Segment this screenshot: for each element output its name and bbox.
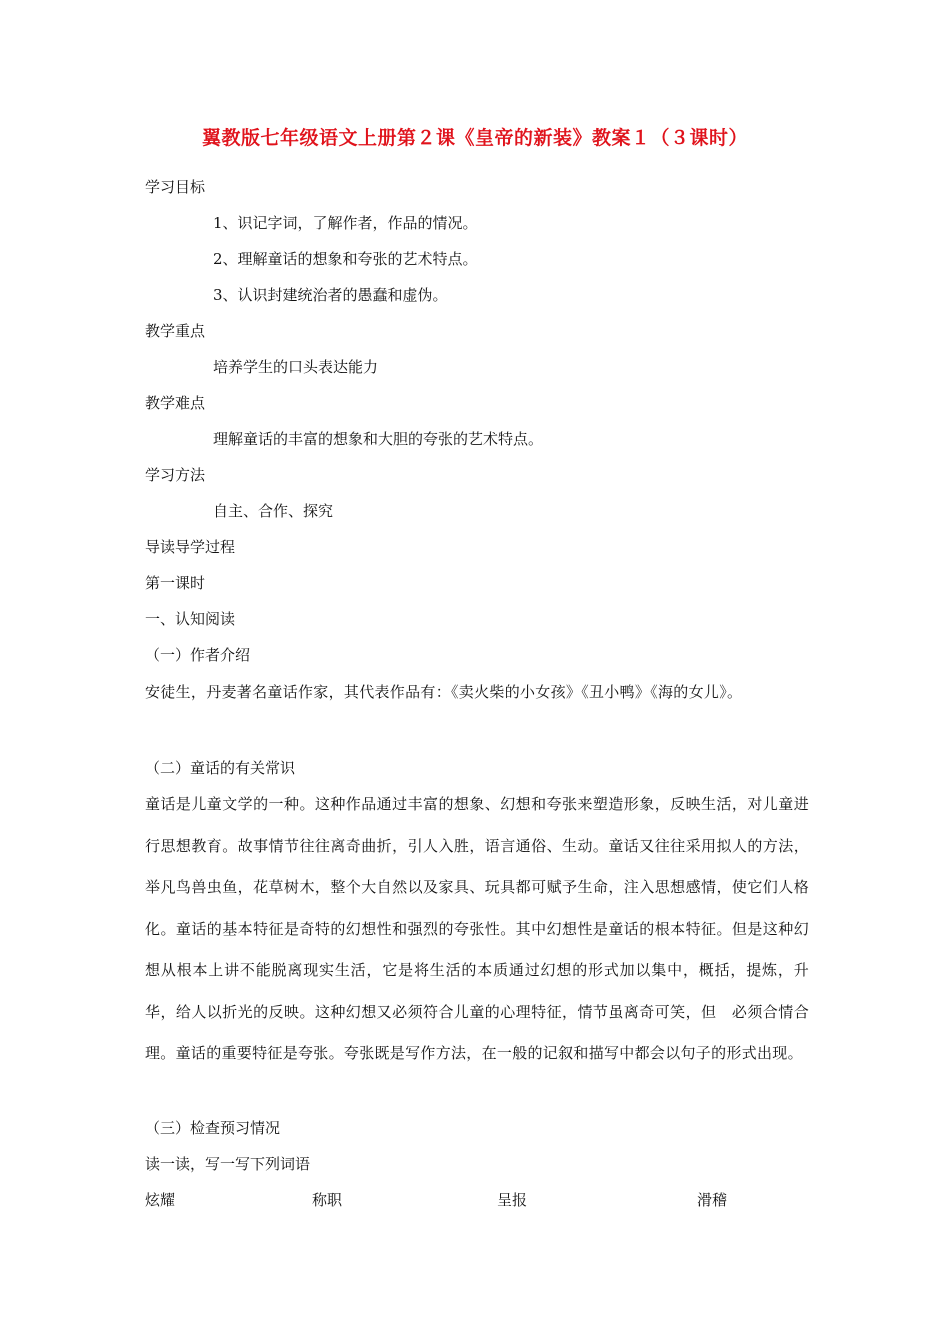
- document-title: 翼教版七年级语文上册第２课《皇帝的新装》教案１（３课时）: [201, 127, 748, 149]
- lesson-heading: 第一课时: [145, 574, 206, 592]
- fairy-tale-heading: （二）童话的有关常识: [145, 759, 296, 777]
- key-point-heading: 教学重点: [145, 322, 206, 340]
- vocab-word: 呈报: [497, 1191, 528, 1209]
- key-point-text: 培养学生的口头表达能力: [213, 358, 379, 376]
- vocab-word: 称职: [312, 1191, 343, 1209]
- objective-item-3: 3、认识封建统治者的愚蠢和虚伪。: [213, 286, 448, 304]
- method-text: 自主、合作、探究: [213, 502, 334, 520]
- author-heading: （一）作者介绍: [145, 646, 251, 664]
- vocab-word: 滑稽: [697, 1191, 728, 1209]
- difficulty-text: 理解童话的丰富的想象和大胆的夸张的艺术特点。: [213, 430, 544, 448]
- fairy-tale-paragraph: 童话是儿童文学的一种。这种作品通过丰富的想象、幻想和夸张来塑造形象，反映生活，对儿童进行思想教育。故事情节往往离奇曲折，引人入胜，语言通俗、生动。童话又往往采用拟人的方法，举凡鸟兽虫鱼，花草树木，整个大自然以及家具、玩具都可赋予生命，注入思想感情，使它们人格化。童话的基本特征是奇特的幻想性和强烈的夸张性。其中幻想性是童话的根本特征。但是这种幻想从根本上讲不能脱离现实生活，它是将生活的本质通过幻想的形式加以集中，概括，提炼，升华，给人以折光的反映。这种幻想又必须符合儿童的心理特征，情节虽离奇可笑，但 必须合情合理。童话的重要特征是夸张。夸张既是写作方法，在一般的记叙和描写中都会以句子的形式出现。: [145, 795, 809, 1062]
- difficulty-heading: 教学难点: [145, 394, 206, 412]
- section-heading: 一、认知阅读: [145, 610, 236, 628]
- preview-heading: （三）检查预习情况: [145, 1119, 281, 1137]
- author-paragraph: 安徒生，丹麦著名童话作家，其代表作品有：《卖火柴的小女孩》《丑小鸭》《海的女儿》。: [145, 683, 743, 701]
- vocab-word: 炫耀: [145, 1191, 176, 1209]
- objectives-heading: 学习目标: [145, 178, 206, 196]
- method-heading: 学习方法: [145, 466, 206, 484]
- objective-item-2: 2、理解童话的想象和夸张的艺术特点。: [213, 250, 478, 268]
- objective-item-1: 1、识记字词，了解作者，作品的情况。: [213, 214, 478, 232]
- process-heading: 导读导学过程: [145, 538, 236, 556]
- preview-instruction: 读一读，写一写下列词语: [145, 1155, 311, 1173]
